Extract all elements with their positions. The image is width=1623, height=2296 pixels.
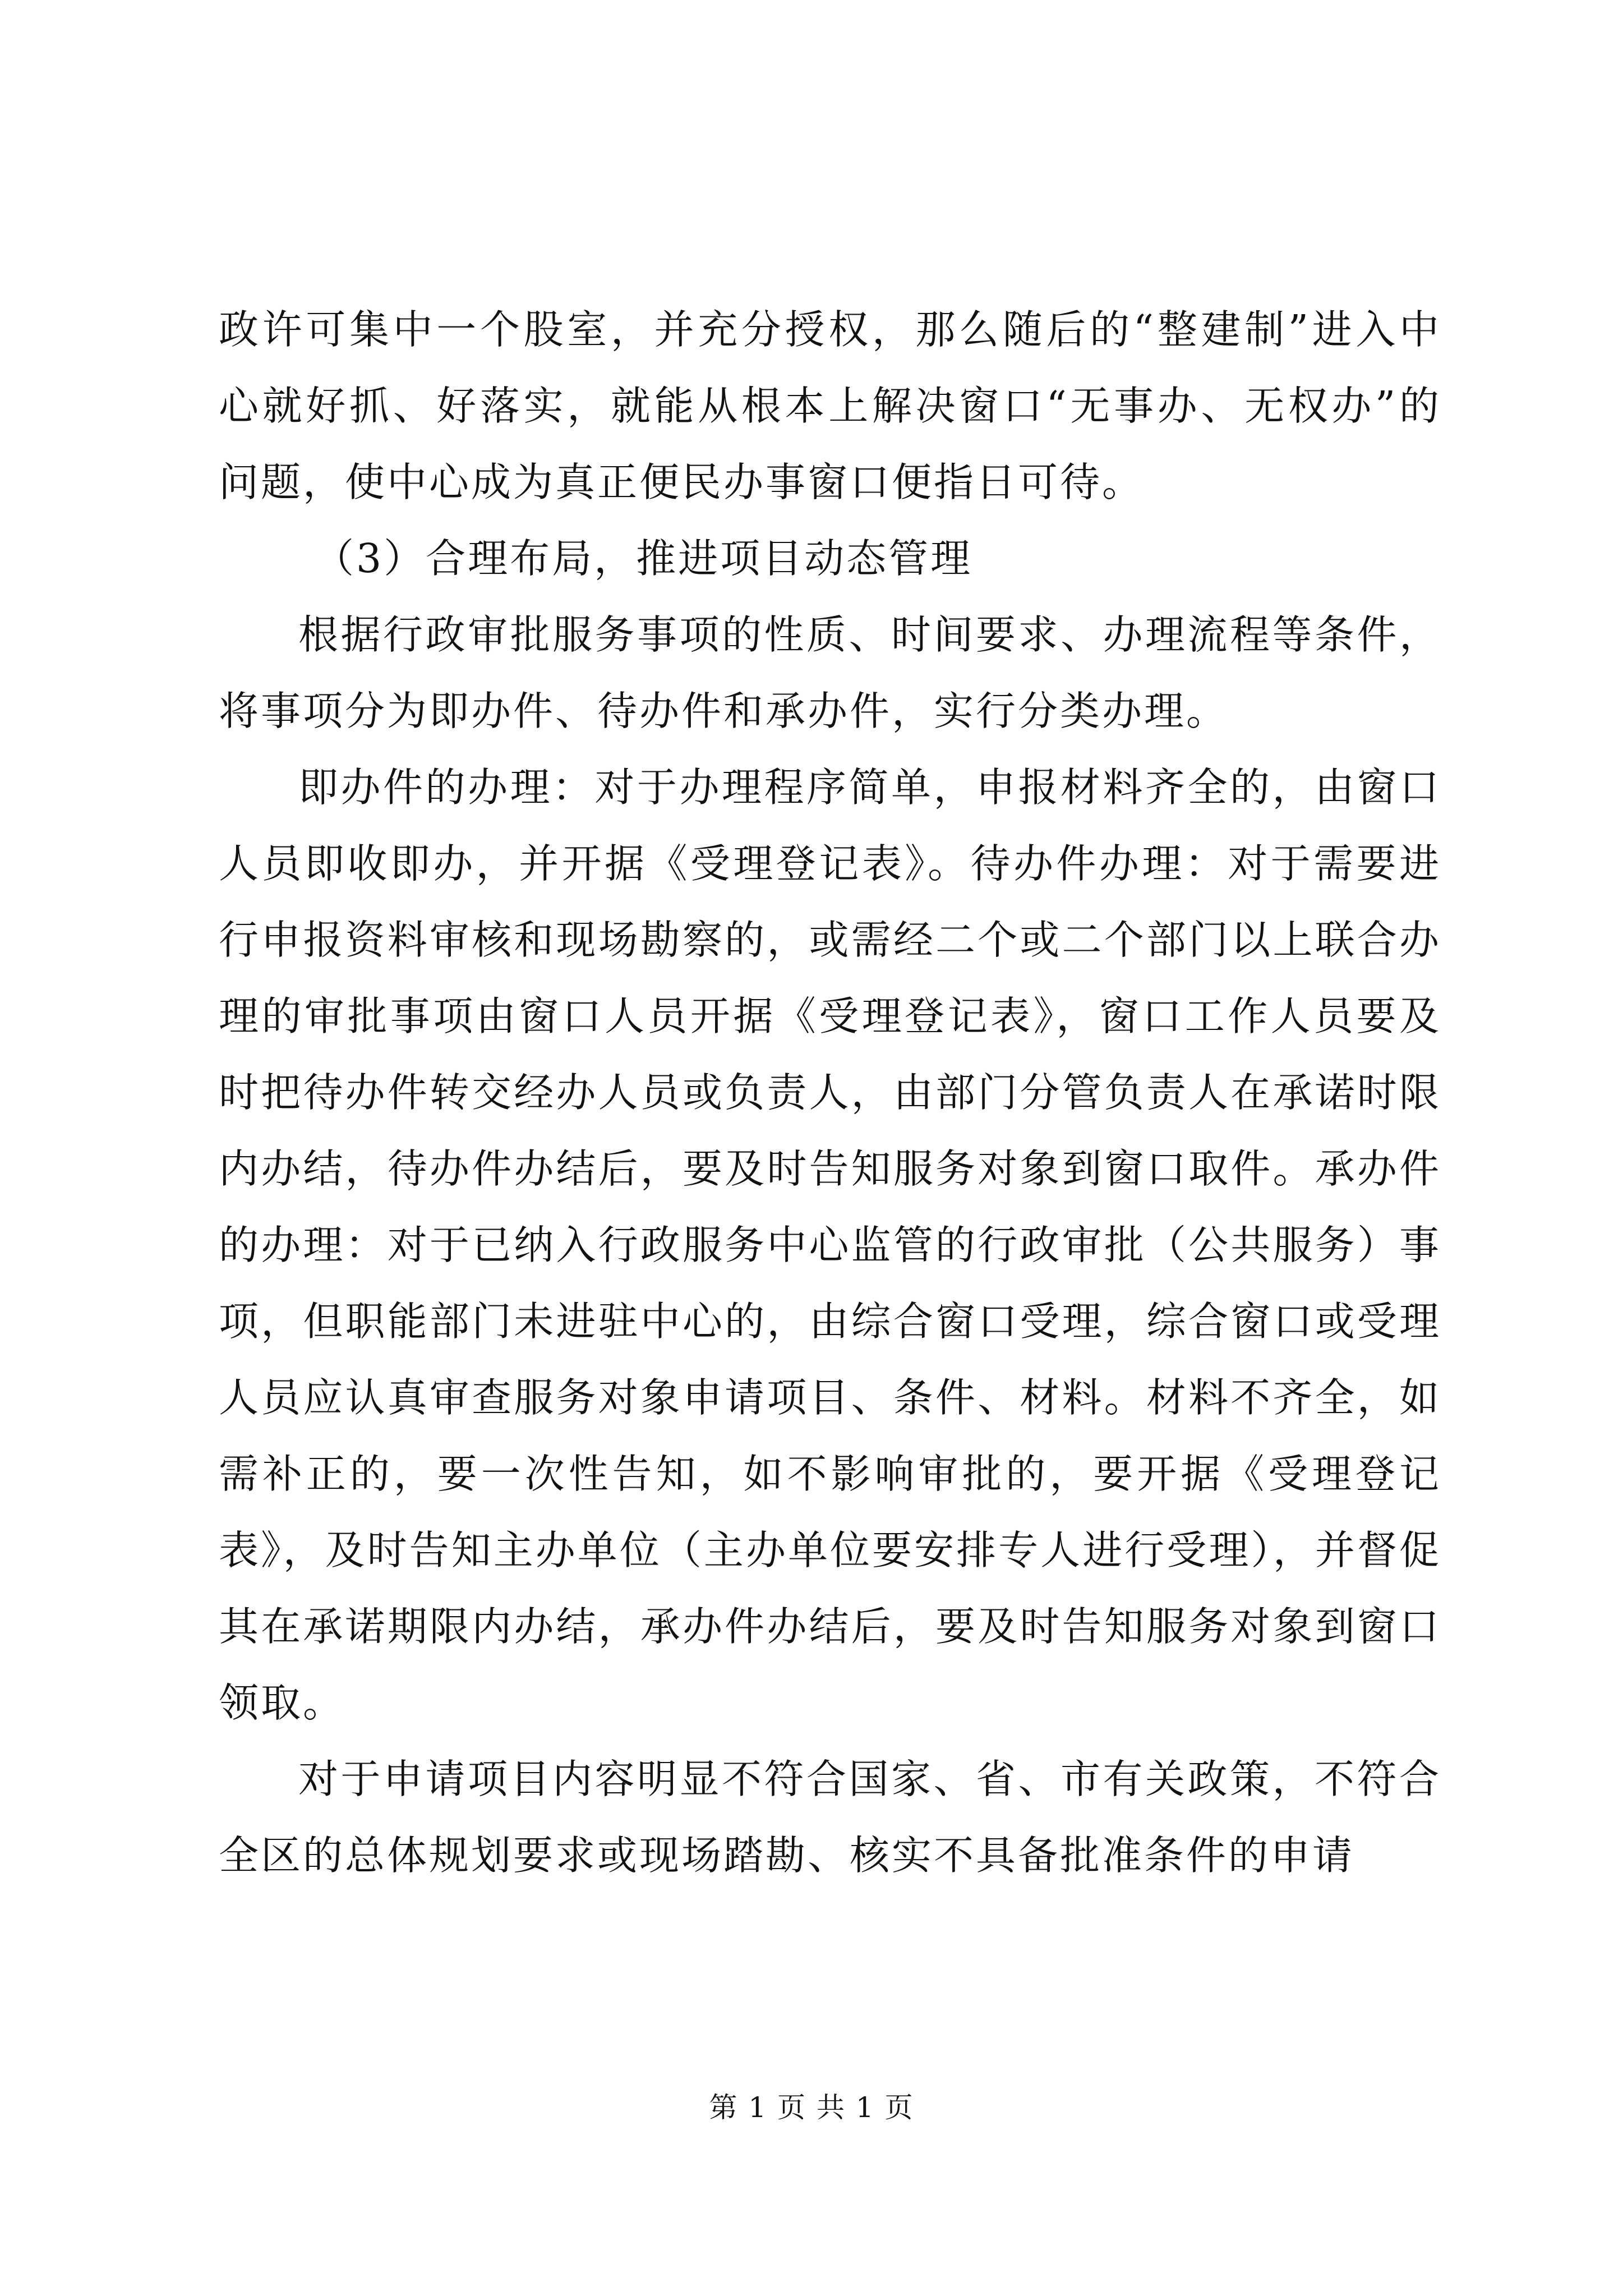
paragraph-noncompliant-applications: 对于申请项目内容明显不符合国家、省、市有关政策，不符合全区的总体规划要求或现场踏勘、核实不具备批准条件的申请 bbox=[219, 1756, 1441, 1879]
section-heading: （3）合理布局，推进项目动态管理 bbox=[314, 535, 973, 582]
paragraph-continuation: 政许可集中一个股室，并充分授权，那么随后的“整建制”进入中心就好抓、好落实，就能从根本上解决窗口“无事办、无权办”的问题，使中心成为真正便民办事窗口便指日可待。 bbox=[219, 306, 1441, 505]
paragraph-classification: 根据行政审批服务事项的性质、时间要求、办理流程等条件，将事项分为即办件、待办件和承办件，实行分类办理。 bbox=[219, 611, 1441, 734]
document-body bbox=[219, 292, 1441, 1894]
page-number-footer: 第 1 页 共 1 页 bbox=[709, 2091, 914, 2124]
paragraph-processing-types: 即办件的办理：对于办理程序简单，申报材料齐全的，由窗口人员即收即办，并开据《受理登记表》。待办件办理：对于需要进行申报资料审核和现场勘察的，或需经二个或二个部门以上联合办理的审批事项由窗口人员开据《受理登记表》，窗口工作人员要及时把待办件转交经办人员或负责人，由部门分管负责人在承诺时限内办结，待办件办结后，要及时告知服务对象到窗口取件。承办件的办理：对于已纳入行政服务中心监管的行政审批（公共服务）事项，但职能部门未进驻中心的，由综合窗口受理，综合窗口或受理人员应认真审查服务对象申请项目、条件、材料。材料不齐全，如需补正的，要一次性告知，如不影响审批的，要开据《受理登记表》，及时告知主办单位（主办单位要安排专人进行受理），并督促其在承诺期限内办结，承办件办结后，要及时告知服务对象到窗口领取。 bbox=[219, 764, 1441, 1726]
